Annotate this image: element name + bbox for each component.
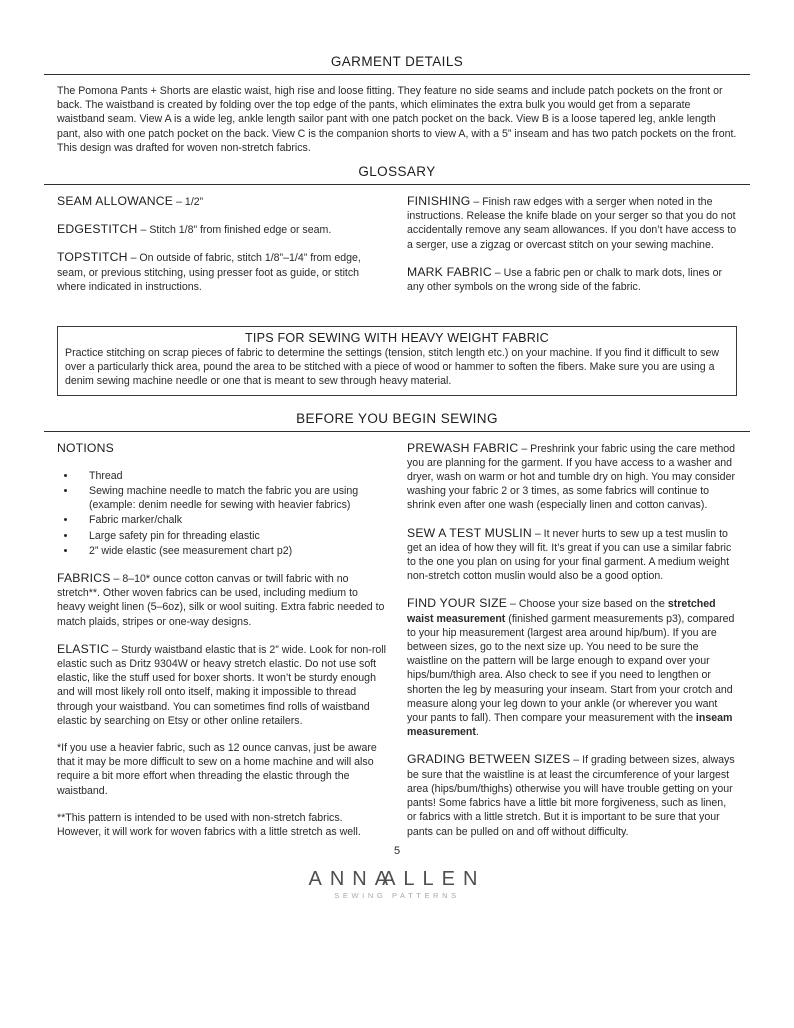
glossary-definition: – Use a fabric pen or chalk to mark dots, lines or any other symbols on the wrong side of the fabric. [407, 266, 723, 294]
glossary-right-column [407, 194, 737, 316]
glossary-entry-seam-allowance [57, 194, 387, 209]
entry-term: ELASTIC [57, 641, 110, 656]
notions-item: • Fabric marker/chalk [77, 513, 387, 527]
garment-details-title: GARMENT DETAILS [330, 54, 464, 69]
brand-name [44, 868, 750, 890]
before-sewing-right-column [407, 441, 737, 840]
glossary-term: EDGESTITCH [57, 222, 138, 237]
glossary-term: MARK FABRIC [407, 264, 492, 279]
glossary-entry-edgestitch [57, 222, 387, 237]
notions-item: • 2” wide elastic (see measurement chart p2) [77, 544, 387, 558]
page-number: 5 [393, 845, 401, 858]
glossary-columns [44, 194, 750, 316]
glossary-entry-finishing [407, 194, 737, 252]
notions-heading: NOTIONS [57, 440, 114, 455]
divider [44, 431, 750, 432]
before-sewing-left-column [57, 441, 387, 840]
before-sewing-columns [44, 441, 750, 840]
entry-text: – 8–10* ounce cotton canvas or twill fabric with no stretch**. Other woven fabrics can be used, including medium to heavy weight linen (5–6oz), silk or wool suiting. Extra fabric needed to match plaids, stripes or one-way designs. [57, 573, 385, 628]
divider [44, 184, 750, 185]
before-sewing-title: BEFORE YOU BEGIN SEWING [296, 410, 498, 426]
garment-details-paragraph: The Pomona Pants + Shorts are elastic waist, high rise and loose fitting. They feature no side seams and include patch pockets on the front or back. The waistband is created by folding over the top edge of the pants, which eliminates the extra bulk you would get from a separate waistband seam. View A is a wide leg, ankle length sailor pant with one patch pocket on the back. View B is a loose tapered leg, ankle length pant, also with one patch pocket on the back. View C is the companion shorts to view A, with a 5” inseam and has two patch pockets on the front. This design was drafted for woven non-stretch fabrics. [57, 85, 737, 154]
entry-text: – Preshrink your fabric using the care method you are planning for the garment. If you have access to a washer and dryer, wash on warm or hot and tumble dry on high. You may consider washing your fabric 2 or 3 times, as some fabrics will continue to shrink even after one wash (especially linen and cotton canvas). [407, 442, 736, 512]
entry-term: FIND YOUR SIZE [407, 596, 508, 611]
entry-grading-between-sizes [407, 752, 737, 838]
brand-tagline: SEWING PATTERNS [334, 891, 460, 901]
entry-text: – Choose your size based on the stretched waist measurement (finished garment measurements p3), compared to your hip measurement (largest area around hip/bum). If you are between sizes, go to the next size up. You need to be sure the waistline on the pattern will be large enough to expand over your hips/bum/thigh area. Also check to see if you need to lengthen or shorten the leg by measuring your inseam. Start from your crotch and measure along your leg down to your ankle (or wherever you want your pants to fall). Then compare your measurement with the inseam measurement. [407, 598, 735, 739]
footnote-non-stretch: **This pattern is intended to be used with non-stretch fabrics. However, it will work for woven fabrics with a little stretch as well. [57, 811, 361, 839]
glossary-entry-topstitch [57, 250, 387, 294]
entry-term: FABRICS [57, 571, 111, 586]
glossary-definition: – Stitch 1/8” from finished edge or seam. [140, 224, 332, 237]
glossary-definition: – Finish raw edges with a serger when noted in the instructions. Release the knife blade on your serger so that you do not accidentally remove any seam allowances. If you don’t have access to a serger, use a zigzag or overcast stitch on your sewing machine. [407, 196, 737, 251]
notions-item: • Sewing machine needle to match the fabric you are using (example: denim needle for sewing with heavier fabrics) [77, 484, 387, 512]
brand-name-second: ALLEN [382, 868, 486, 891]
divider [44, 74, 750, 75]
tips-box [57, 326, 737, 396]
tips-box-title: TIPS FOR SEWING WITH HEAVY WEIGHT FABRIC [245, 331, 549, 346]
entry-text: – It never hurts to sew up a test muslin to get an idea of how they will fit. It’s great if you can use a similar fabric to the one you plan on using for your final garment. A medium weight non-stretch cotton muslin would also be a good option. [407, 527, 732, 583]
glossary-definition: – 1/2” [176, 196, 204, 209]
entry-find-your-size [407, 596, 737, 739]
entry-elastic [57, 642, 387, 728]
glossary-title: GLOSSARY [358, 164, 436, 180]
brand-name-first: ANNA [308, 868, 397, 891]
notions-list [57, 469, 387, 558]
entry-text: – Sturdy waistband elastic that is 2” wide. Look for non-roll elastic such as Dritz 9304W or heavy stretch elastic. Do not use soft elastic, like the stuff used for boxer shorts. It won’t be sturdy enough and will most likely roll onto itself, making it impossible to thread through your waistband. You can sometimes find rolls of waistband elastic by searching on Etsy or other online retailers. [57, 643, 386, 727]
entry-sew-test-muslin [407, 526, 737, 584]
tips-box-body: Practice stitching on scrap pieces of fabric to determine the settings (tension, stitch length etc.) on your machine. If you find it difficult to sew over a particularly thick area, pound the area to be stitched with a piece of wood or hammer to soften the fibers. Make sure you are using a denim sewing machine needle or one that is meant to sew through heavy material. [65, 347, 719, 388]
entry-term: GRADING BETWEEN SIZES [407, 752, 571, 767]
glossary-term: FINISHING [407, 194, 471, 209]
glossary-term: SEAM ALLOWANCE [57, 194, 174, 209]
notions-item: • Large safety pin for threading elastic [77, 529, 387, 543]
glossary-entry-mark-fabric [407, 265, 737, 294]
entry-term: SEW A TEST MUSLIN [407, 525, 532, 540]
brand-logo [44, 868, 750, 900]
entry-text: – If grading between sizes, always be sure that the waistline is at least the circumference of your largest area (hips/bum/thighs) otherwise you will have trouble getting on your pants! Some fabrics have a little bit more forgiveness, such as linen, or fabrics with a little stretch. But it is important to be sure that your pants can be pulled on and off without difficulty. [407, 754, 735, 838]
glossary-left-column [57, 194, 387, 316]
entry-prewash-fabric [407, 441, 737, 513]
entry-fabrics [57, 571, 387, 629]
glossary-term: TOPSTITCH [57, 250, 128, 265]
glossary-definition: – On outside of fabric, stitch 1/8”–1/4” from edge, seam, or previous stitching, using presser foot as guide, or stitch where indicated in instructions. [57, 252, 361, 293]
entry-term: PREWASH FABRIC [407, 440, 519, 455]
notions-item: • Thread [77, 469, 387, 483]
footnote-heavier-fabric: *If you use a heavier fabric, such as 12 ounce canvas, just be aware that it may be more difficult to sew on a home machine and will also require a bit more effort when threading the elastic through the waistband. [57, 742, 377, 797]
